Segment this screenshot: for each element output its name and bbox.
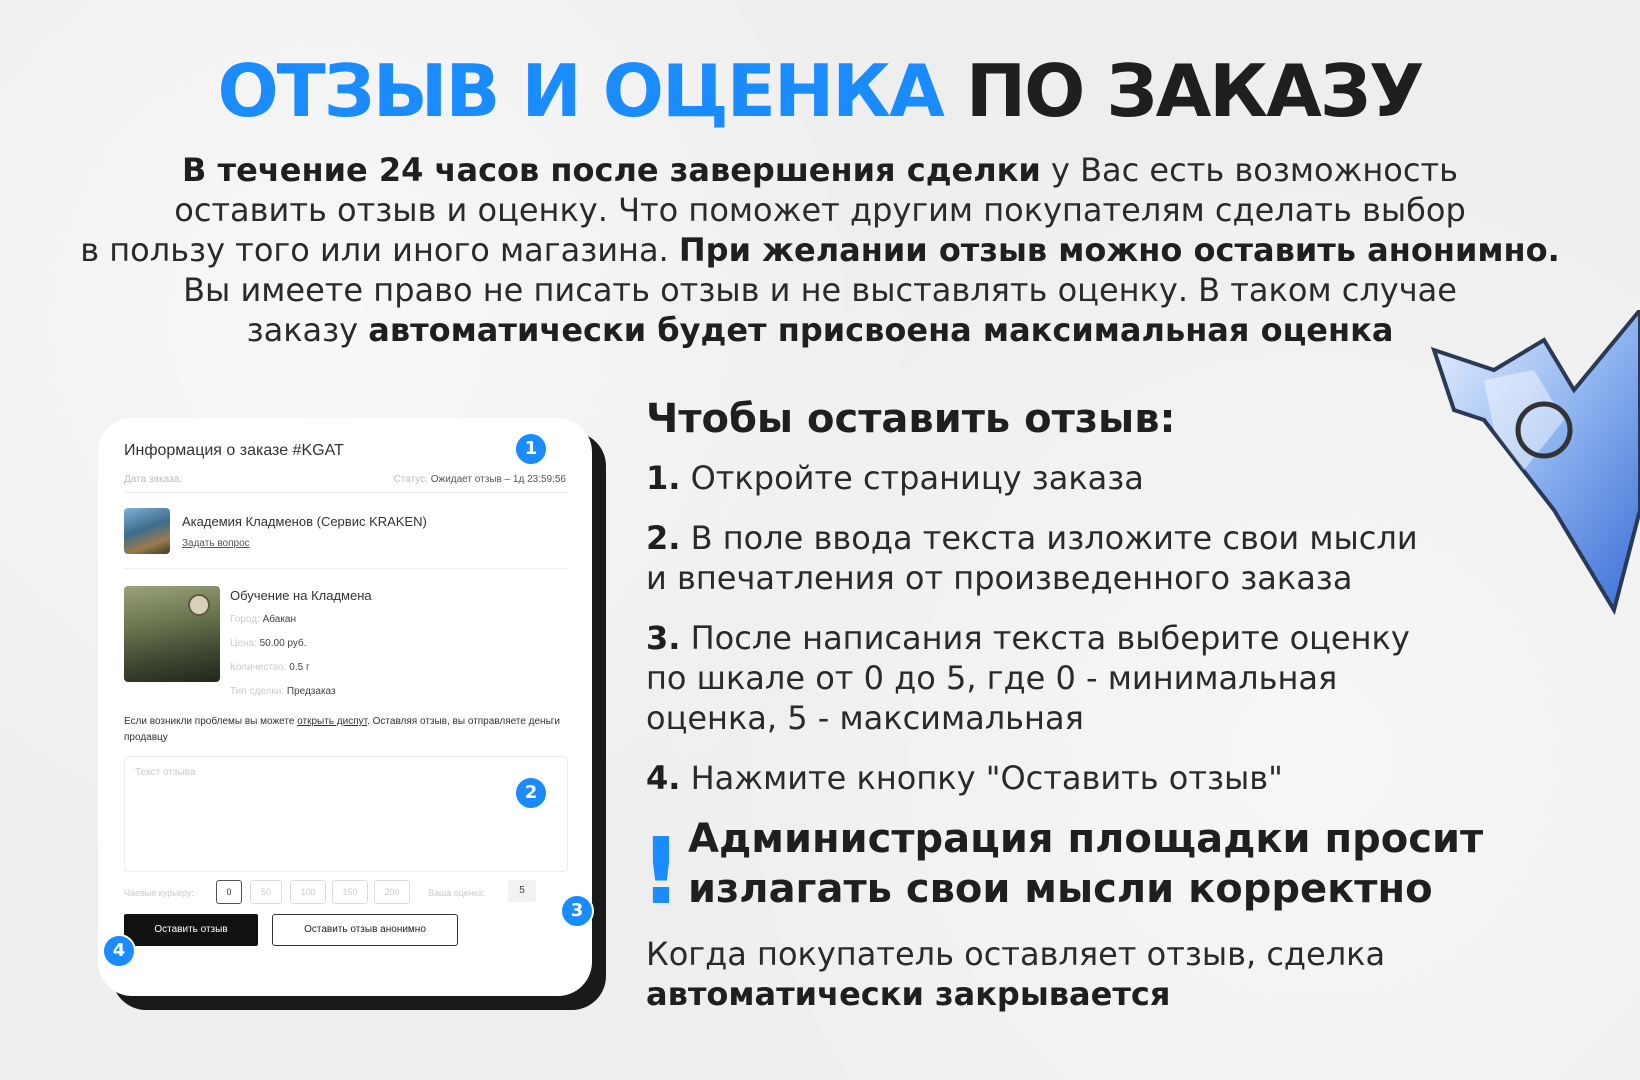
title-rest: ПО ЗАКАЗУ: [942, 49, 1423, 133]
detail-label: Тип сделки:: [230, 686, 285, 697]
intro-bold-3: При желании отзыв можно оставить анонимно.: [678, 231, 1560, 269]
detail-label: Город:: [230, 614, 260, 625]
step-line: и впечатления от произведенного заказа: [646, 559, 1353, 597]
page-title: [0, 46, 1640, 136]
step-text: Откройте страницу заказа: [680, 459, 1144, 497]
note-text: Если возникли проблемы вы можете: [124, 716, 298, 727]
detail-price: [230, 638, 306, 649]
intro-line-5: [20, 310, 1620, 350]
order-status: [394, 474, 566, 485]
tips-label: Чаевые курьеру:: [124, 888, 194, 898]
intro-bold-5: автоматически будет присвоена максимальная оценка: [368, 311, 1394, 349]
instructions-title: Чтобы оставить отзыв:: [646, 396, 1176, 442]
detail-label: Цена:: [230, 638, 257, 649]
step-badge-2: 2: [514, 776, 548, 810]
detail-deal-type: [230, 686, 336, 697]
crystal-decoration-icon: [1424, 310, 1640, 646]
status-value: Ожидает отзыв – 1д 23:59:56: [430, 474, 566, 485]
shop-avatar: [124, 508, 170, 554]
order-title: Информация о заказе #KGAT: [124, 442, 344, 459]
step-badge-4: 4: [102, 934, 136, 968]
step-line: оценка, 5 - максимальная: [646, 699, 1084, 737]
detail-value: 0.5 г: [289, 662, 310, 673]
intro-text-1: у Вас есть возможность: [1040, 151, 1458, 189]
step-1: [646, 458, 1546, 498]
step-line: [646, 618, 1546, 658]
divider: [124, 568, 568, 569]
step-text: Нажмите кнопку "Оставить отзыв": [680, 759, 1283, 797]
step-2: [646, 518, 1546, 598]
final-line-1: Когда покупатель оставляет отзыв, сделка: [646, 935, 1386, 973]
step-4: [646, 758, 1546, 798]
intro-bold-1: В течение 24 часов после завершения сделки: [182, 151, 1041, 189]
tip-option[interactable]: 100: [290, 880, 326, 904]
score-select[interactable]: 5: [508, 880, 536, 902]
open-dispute-link[interactable]: открыть диспут: [297, 716, 368, 727]
intro-line-2: оставить отзыв и оценку. Что поможет другим покупателям сделать выбор: [174, 191, 1466, 229]
tip-option[interactable]: 200: [374, 880, 410, 904]
tip-option[interactable]: 0: [216, 880, 242, 904]
status-label: Статус:: [393, 474, 428, 485]
detail-value: Предзаказ: [286, 686, 336, 697]
intro-text-3: в пользу того или иного магазина.: [80, 231, 679, 269]
detail-quantity: [230, 662, 310, 673]
shop-name: Академия Кладменов (Сервис KRAKEN): [182, 514, 427, 529]
final-bold: автоматически закрывается: [646, 975, 1171, 1013]
step-text: После написания текста выберите оценку: [680, 619, 1410, 657]
submit-anonymous-button[interactable]: Оставить отзыв анонимно: [272, 914, 458, 946]
order-card: [98, 418, 592, 996]
step-line: [646, 518, 1546, 558]
detail-value: 50.00 руб.: [259, 638, 307, 649]
product-image: [124, 586, 220, 682]
order-date-label: Дата заказа:: [124, 474, 183, 485]
tip-option[interactable]: 150: [332, 880, 368, 904]
detail-city: [230, 614, 296, 625]
warning-text: [688, 814, 1588, 914]
step-number: 1.: [646, 459, 681, 497]
detail-label: Количество:: [230, 662, 287, 673]
product-name: Обучение на Кладмена: [230, 588, 372, 603]
step-badge-1: 1: [514, 432, 548, 466]
final-note: [646, 934, 1546, 1014]
review-textarea[interactable]: [124, 756, 568, 872]
clock-icon: [188, 594, 210, 616]
tip-option[interactable]: 50: [250, 880, 282, 904]
warning-line-1: Администрация площадки просит: [688, 816, 1484, 862]
detail-value: Абакан: [262, 614, 297, 625]
title-highlight: ОТЗЫВ И ОЦЕНКА: [217, 49, 943, 133]
intro-line-1: [20, 150, 1620, 190]
intro-line-4: Вы имеете право не писать отзыв и не выставлять оценку. В таком случае: [183, 271, 1457, 309]
warning-line-2: излагать свои мысли корректно: [688, 866, 1433, 912]
note-text-end: . Оставляя отзыв, вы отправляете деньги продавцу: [124, 716, 561, 743]
divider: [124, 492, 568, 493]
intro-text-5: заказу: [246, 311, 369, 349]
ask-question-link[interactable]: Задать вопрос: [182, 538, 250, 549]
step-text: В поле ввода текста изложите свои мысли: [680, 519, 1418, 557]
textarea-placeholder: Текст отзыва: [135, 767, 196, 778]
step-line: по шкале от 0 до 5, где 0 - минимальная: [646, 659, 1338, 697]
exclamation-icon: !: [640, 818, 682, 925]
submit-review-button[interactable]: Оставить отзыв: [124, 914, 258, 946]
step-3: [646, 618, 1546, 738]
dispute-note: [124, 714, 564, 746]
step-badge-3: 3: [560, 894, 594, 928]
score-label: Ваша оценка:: [428, 888, 486, 898]
intro-line-3: [20, 230, 1620, 270]
intro-text: [20, 150, 1620, 350]
final-line-2: [646, 974, 1546, 1014]
step-number: 3.: [646, 619, 681, 657]
step-number: 4.: [646, 759, 681, 797]
step-number: 2.: [646, 519, 681, 557]
